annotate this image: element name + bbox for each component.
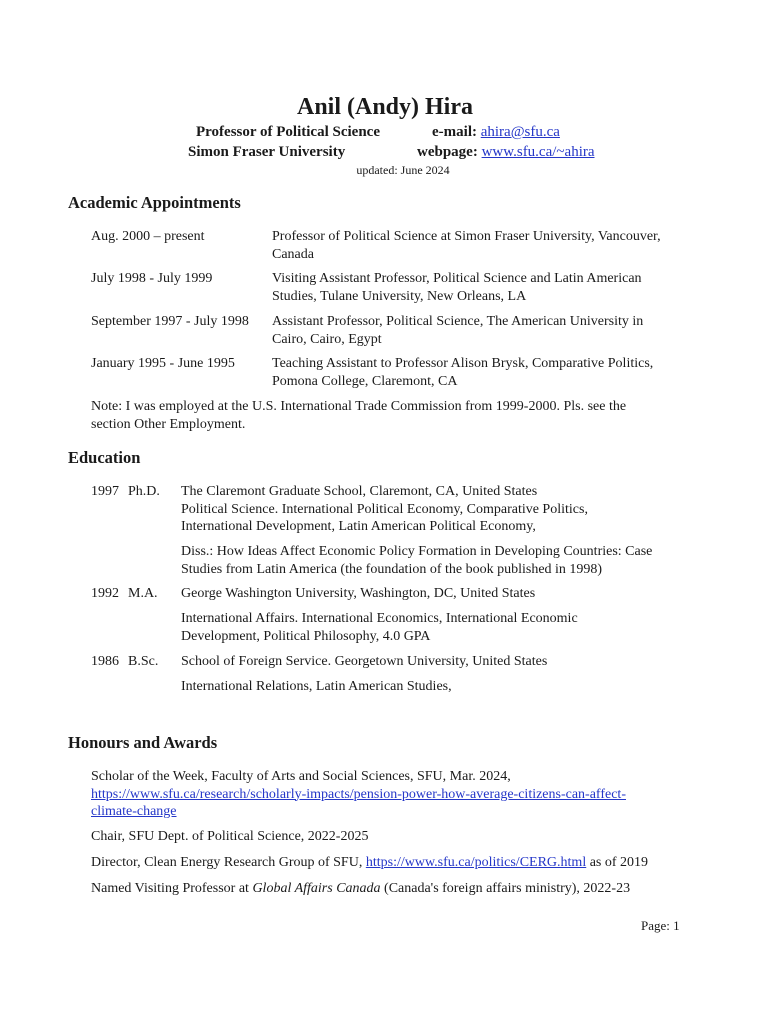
honour-line: Scholar of the Week, Faculty of Arts and Social Sciences, SFU, Mar. 2024, xyxy=(91,769,511,784)
education-year: 1986 xyxy=(91,654,119,669)
education-dissertation xyxy=(181,543,711,578)
education-year: 1997 xyxy=(91,484,119,499)
appointment-date: Aug. 2000 – present xyxy=(91,229,205,244)
scholar-link[interactable]: https://www.sfu.ca/research/scholarly-impacts/pension-power-how-average-citizens-can-affect- xyxy=(91,786,626,802)
honour-italic-text: Global Affairs Canada xyxy=(252,881,381,896)
education-line: Studies from Latin America (the foundation of the book published in 1998) xyxy=(181,561,603,577)
appointment-description xyxy=(272,355,712,390)
appointments-note xyxy=(91,398,711,433)
appointment-description xyxy=(272,228,712,263)
webpage-line xyxy=(417,142,595,162)
note-line: section Other Employment. xyxy=(91,416,246,432)
appointment-date: January 1995 - June 1995 xyxy=(91,356,235,371)
education-details xyxy=(181,483,711,536)
education-details xyxy=(181,678,711,696)
appointment-date: July 1998 - July 1999 xyxy=(91,271,213,286)
appointment-line: Assistant Professor, Political Science, The American University in xyxy=(272,314,644,329)
page-number: Page: 1 xyxy=(641,918,680,933)
education-degree: Ph.D. xyxy=(128,484,160,499)
education-line: International Affairs. International Economics, International Economic xyxy=(181,611,578,626)
section-heading-education: Education xyxy=(68,448,141,467)
appointment-line: Canada xyxy=(272,246,314,262)
education-line: International Relations, Latin American Studies, xyxy=(181,679,452,694)
updated-date: updated: June 2024 xyxy=(356,163,450,177)
education-line: Diss.: How Ideas Affect Economic Policy Formation in Developing Countries: Case xyxy=(181,544,653,559)
education-line: Development, Political Philosophy, 4.0 GPA xyxy=(181,628,431,644)
education-line: Political Science. International Political Economy, Comparative Politics, xyxy=(181,501,588,517)
honour-director xyxy=(91,854,711,872)
honour-scholar-of-week xyxy=(91,768,711,821)
appointment-line: Visiting Assistant Professor, Political Science and Latin American xyxy=(272,271,642,286)
appointment-line: Pomona College, Claremont, CA xyxy=(272,373,458,389)
appointment-description xyxy=(272,270,712,305)
section-heading-appointments: Academic Appointments xyxy=(68,193,241,212)
cerg-link[interactable]: https://www.sfu.ca/politics/CERG.html xyxy=(365,855,587,870)
appointment-date: September 1997 - July 1998 xyxy=(91,314,249,329)
webpage-label: webpage: xyxy=(417,144,478,160)
appointment-description xyxy=(272,313,712,348)
section-heading-honours: Honours and Awards xyxy=(68,733,218,752)
scholar-link-continued[interactable]: climate-change xyxy=(91,804,177,819)
education-line: George Washington University, Washington, DC, United States xyxy=(181,586,536,601)
cv-title: Professor of Political Science xyxy=(196,124,380,140)
honour-visiting-professor xyxy=(91,880,711,898)
honour-text: as of 2019 xyxy=(586,855,649,870)
education-line: International Development, Latin American Political Economy, xyxy=(181,519,536,534)
email-line xyxy=(432,122,560,142)
appointment-line: Cairo, Cairo, Egypt xyxy=(272,331,382,347)
email-link[interactable]: ahira@sfu.ca xyxy=(480,124,560,140)
appointment-line: Professor of Political Science at Simon Fraser University, Vancouver, xyxy=(272,229,661,244)
education-details xyxy=(181,585,711,603)
education-year: 1992 xyxy=(91,586,119,601)
education-degree: M.A. xyxy=(128,586,158,601)
honour-text: Named Visiting Professor at xyxy=(91,881,253,896)
honour-text: Director, Clean Energy Research Group of SFU, xyxy=(91,855,366,870)
appointment-line: Studies, Tulane University, New Orleans, LA xyxy=(272,288,527,304)
cv-university: Simon Fraser University xyxy=(188,144,346,160)
honour-chair: Chair, SFU Dept. of Political Science, 2022-2025 xyxy=(91,829,369,844)
education-details xyxy=(181,610,711,645)
education-line: School of Foreign Service. Georgetown University, United States xyxy=(181,654,548,669)
appointment-line: Teaching Assistant to Professor Alison Brysk, Comparative Politics, xyxy=(272,356,654,371)
education-line: The Claremont Graduate School, Claremont, CA, United States xyxy=(181,484,538,499)
note-line: Note: I was employed at the U.S. International Trade Commission from 1999-2000. Pls. see the xyxy=(91,399,627,414)
education-details xyxy=(181,653,711,671)
email-label: e-mail: xyxy=(432,124,477,140)
cv-name: Anil (Andy) Hira xyxy=(296,94,473,120)
honour-text: (Canada's foreign affairs ministry), 2022-23 xyxy=(380,881,631,896)
education-degree: B.Sc. xyxy=(128,654,159,669)
webpage-link[interactable]: www.sfu.ca/~ahira xyxy=(481,144,595,160)
